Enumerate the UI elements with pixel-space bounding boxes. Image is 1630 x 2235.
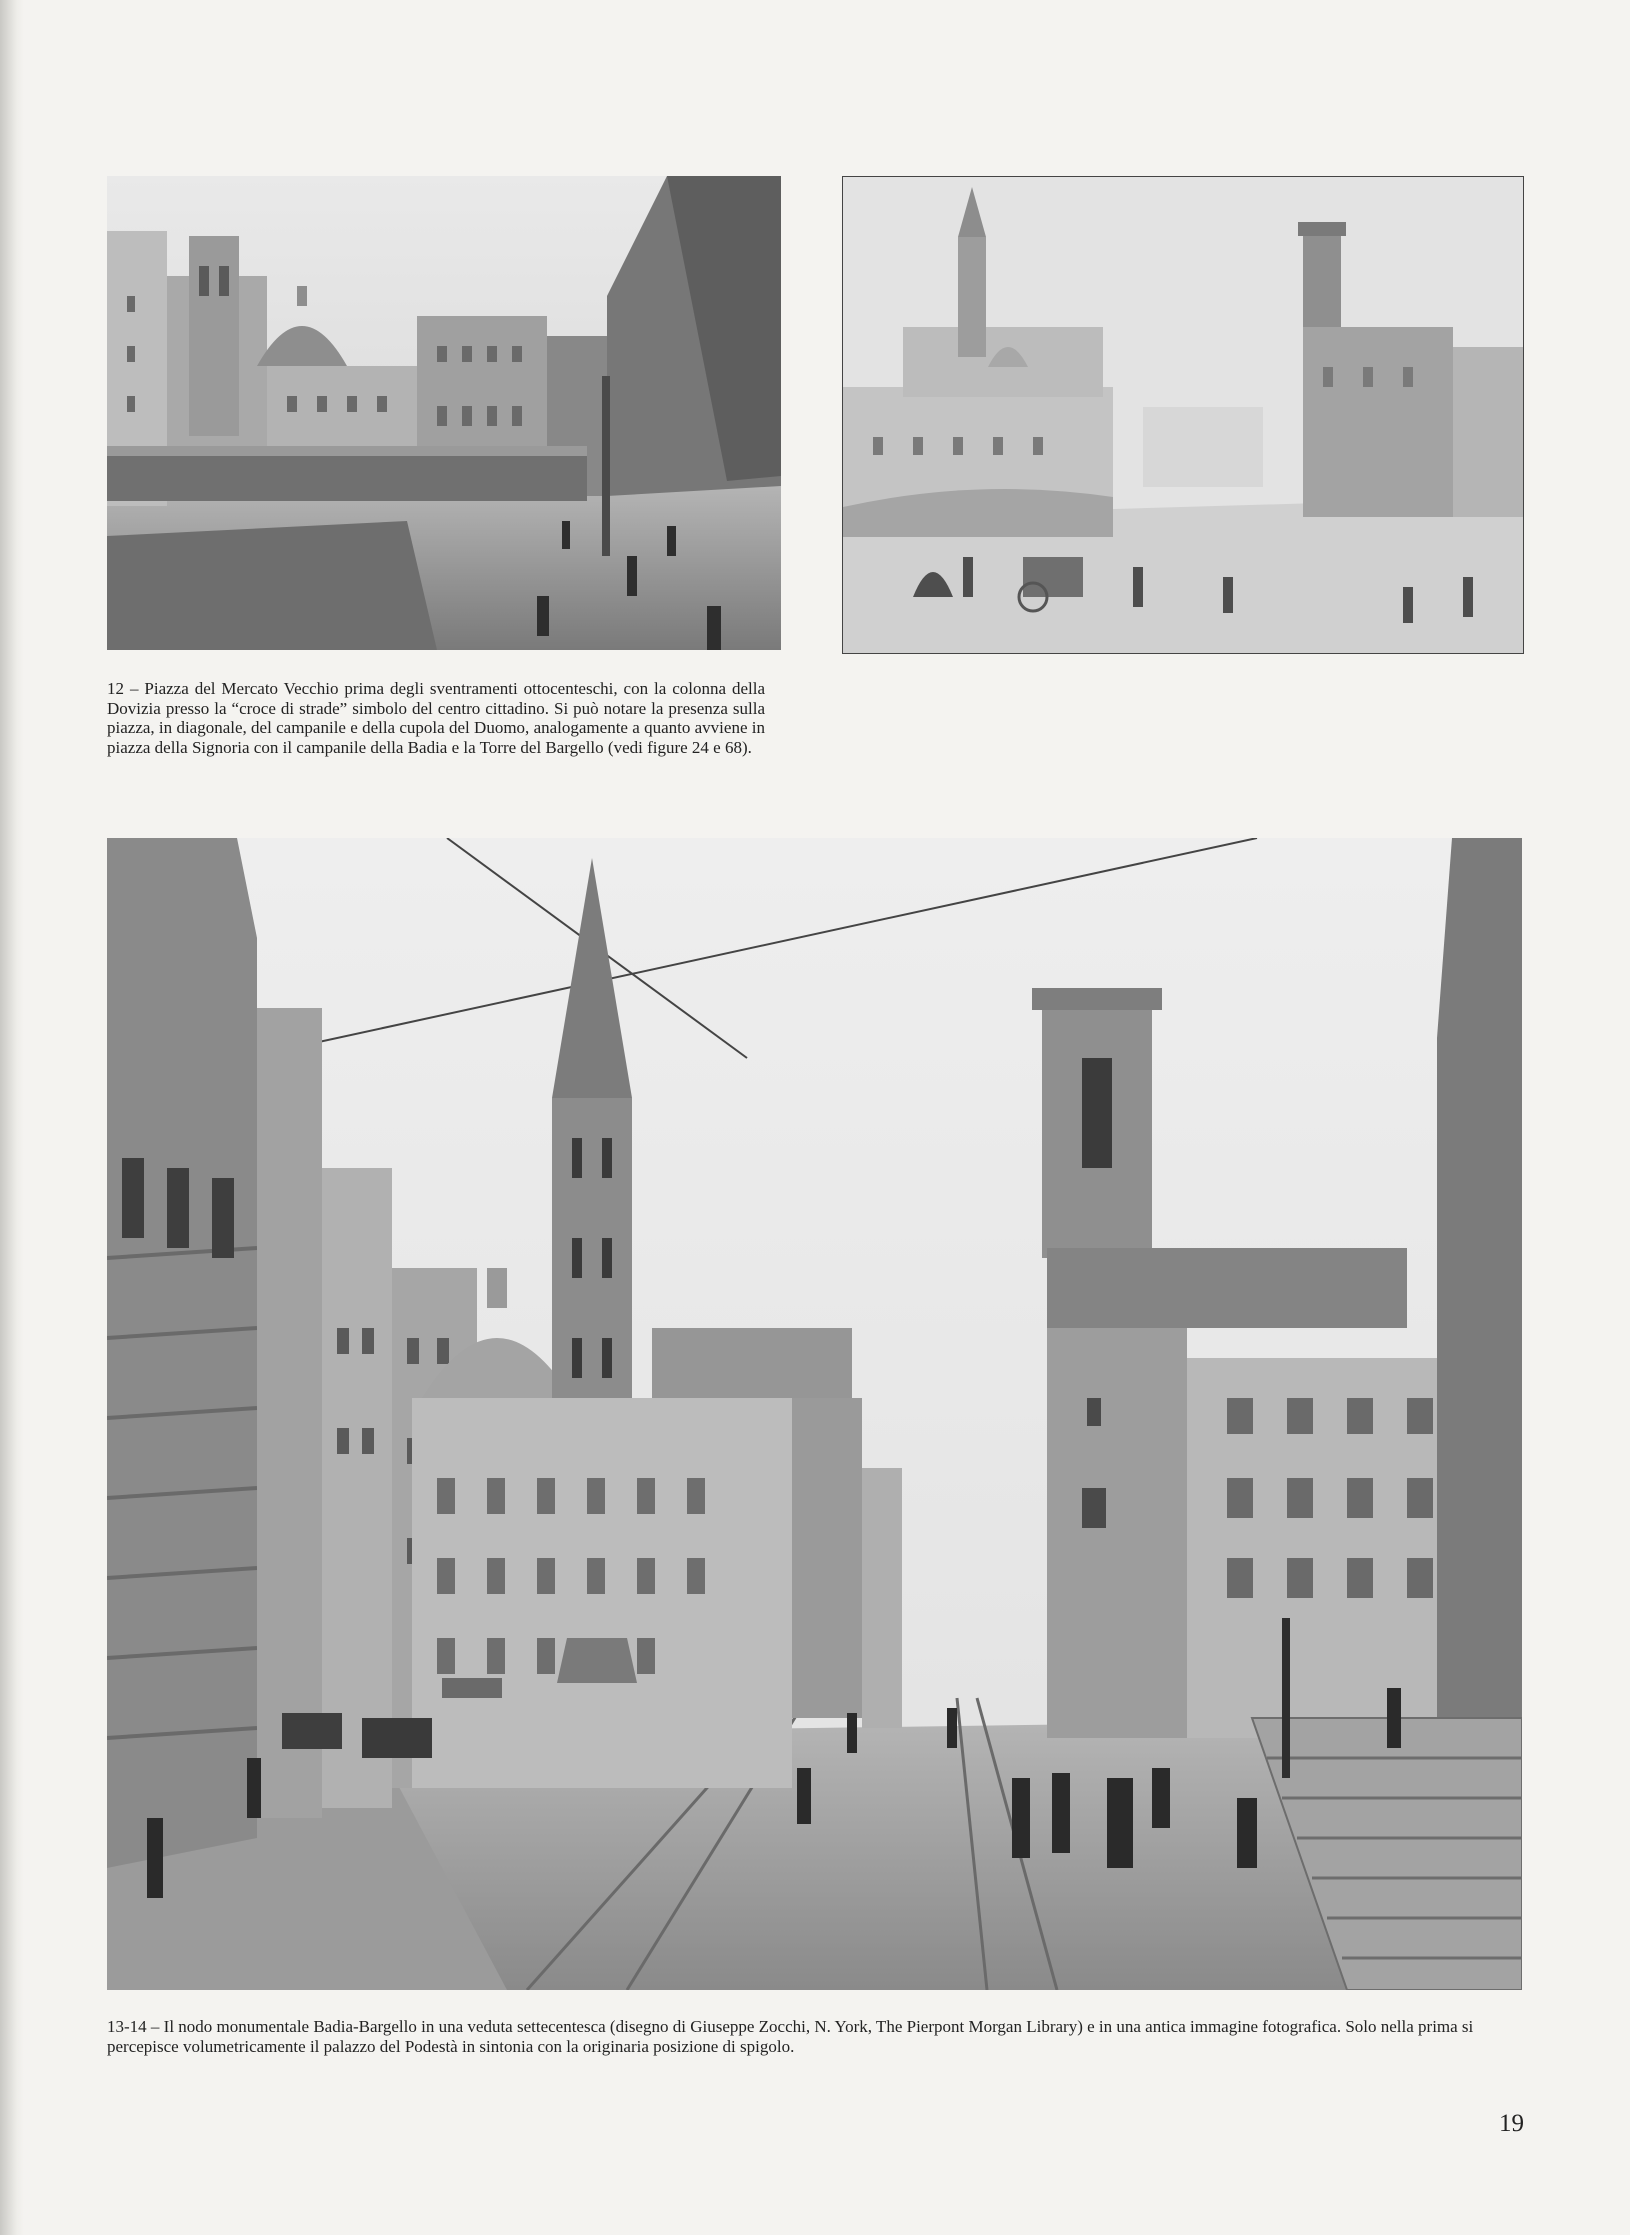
figure-13-14-caption xyxy=(107,2017,1527,2056)
page-number: 19 xyxy=(1499,2110,1524,2137)
page-gutter-shadow xyxy=(0,0,24,2235)
figure-13-14-caption-text: Il nodo monumentale Badia-Bargello in una veduta settecentesca (disegno di Giuseppe Zocchi, N. York, The Pierpont Morgan Library) e in una antica immagine fotografica. Solo nella prima si percepisce volumetricamente il palazzo del Podestà in sintonia con la originaria posizione di spigolo. xyxy=(107,2017,1474,2056)
figure-12-caption-text: Piazza del Mercato Vecchio prima degli sventramenti ottocenteschi, con la colonna della Dovizia presso la “croce di strade” simbolo del centro cittadino. Si può notare la presenza sulla piazza, in diagonale, del campanile e della cupola del Duomo, analogamente a quanto avviene in piazza della Signoria con il campanile della Badia e la Torre del Bargello (vedi figure 24 e 68). xyxy=(107,679,766,757)
figure-12-number: 12 – xyxy=(107,679,139,698)
photo-mercato-vecchio xyxy=(107,176,781,650)
photo-badia-bargello-street xyxy=(107,838,1522,1990)
figure-12-caption xyxy=(107,679,765,757)
figure-13-14-number: 13-14 – xyxy=(107,2017,160,2036)
engraving-zocchi-badia-bargello xyxy=(842,176,1524,654)
